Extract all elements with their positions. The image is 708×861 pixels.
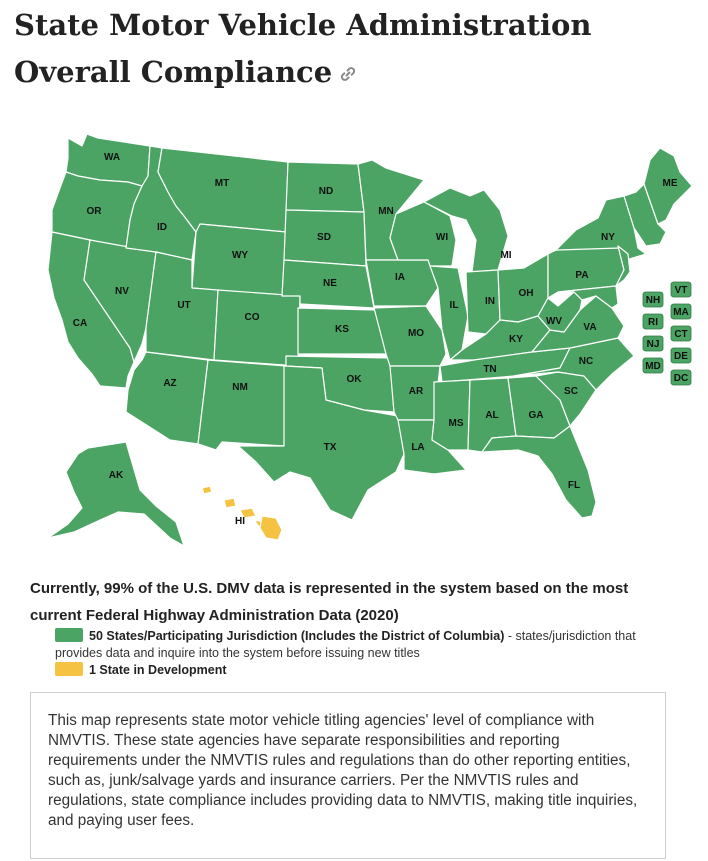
state-label-sc: SC xyxy=(564,386,578,397)
state-label-wy: WY xyxy=(231,250,249,261)
state-label-ky: KY xyxy=(509,334,523,345)
small-state-box-md[interactable] xyxy=(643,358,663,373)
state-label-in: IN xyxy=(485,296,495,307)
state-label-ut: UT xyxy=(177,300,191,311)
state-label-il: IL xyxy=(449,300,459,311)
state-label-oh: OH xyxy=(518,288,534,299)
small-state-box-ct[interactable] xyxy=(671,326,691,341)
state-label-me: ME xyxy=(662,178,678,189)
small-state-box-dc[interactable] xyxy=(671,370,691,385)
state-ak[interactable] xyxy=(48,442,184,546)
legend-development xyxy=(55,662,675,679)
small-state-label-de: DE xyxy=(674,351,688,362)
small-state-boxes xyxy=(643,282,691,385)
state-label-nd: ND xyxy=(318,186,334,197)
small-state-label-ct: CT xyxy=(674,329,688,340)
state-label-ne: NE xyxy=(323,278,337,289)
state-label-tn: TN xyxy=(483,364,497,375)
state-label-ga: GA xyxy=(528,410,544,421)
explanation-text: This map represents state motor vehicle titling agencies' level of compliance with NMVTIS. These state agencies have separate responsibilities and reporting requirements under the NMVTIS rules and regulations than do other reporting entities, such as, junk/salvage yards and insurance carriers. Per the NMVTIS rules and regulations, state compliance includes providing data to NMVTIS, making title inquiries, and paying user fees. xyxy=(48,712,638,829)
small-state-box-ri[interactable] xyxy=(643,314,663,329)
state-label-pa: PA xyxy=(575,270,589,281)
small-state-label-ri: RI xyxy=(648,317,658,328)
page-title xyxy=(14,2,704,98)
state-label-nv: NV xyxy=(115,286,129,297)
state-label-fl: FL xyxy=(567,480,581,491)
state-label-ok: OK xyxy=(346,374,362,385)
state-label-wa: WA xyxy=(103,152,121,163)
states-group xyxy=(48,134,692,546)
state-label-ak: AK xyxy=(108,470,124,481)
state-label-ny: NY xyxy=(601,232,615,243)
small-state-box-nh[interactable] xyxy=(643,292,663,307)
small-state-label-ma: MA xyxy=(673,307,689,318)
state-label-id: ID xyxy=(157,222,167,233)
legend-participating-desc: - states/jurisdiction that provides data and inquire into the system before issuing new titles xyxy=(55,629,636,660)
us-compliance-map xyxy=(30,120,700,550)
legend-swatch-development xyxy=(55,662,83,676)
state-label-tx: TX xyxy=(323,442,337,453)
state-label-ca: CA xyxy=(72,318,88,329)
small-state-label-dc: DC xyxy=(673,373,689,384)
state-az[interactable] xyxy=(126,352,208,444)
state-hi[interactable] xyxy=(202,486,282,540)
link-icon[interactable] xyxy=(338,51,358,98)
state-label-wv: WV xyxy=(545,316,563,327)
state-ms[interactable] xyxy=(432,380,470,450)
state-label-ia: IA xyxy=(395,272,405,283)
state-label-va: VA xyxy=(583,322,597,333)
small-state-label-md: MD xyxy=(645,361,661,372)
state-label-nc: NC xyxy=(578,356,594,367)
state-label-mn: MN xyxy=(378,206,394,217)
page-title-text: State Motor Vehicle Administration Overall Compliance xyxy=(14,8,592,89)
small-state-label-nj: NJ xyxy=(646,339,660,350)
state-nm[interactable] xyxy=(198,360,286,450)
state-label-ar: AR xyxy=(408,386,424,397)
legend-participating xyxy=(55,628,675,662)
state-label-sd: SD xyxy=(317,232,331,243)
small-state-label-nh: NH xyxy=(645,295,661,306)
state-label-az: AZ xyxy=(163,378,177,389)
state-label-hi: HI xyxy=(235,516,245,527)
legend-swatch-participating xyxy=(55,628,83,642)
small-state-box-de[interactable] xyxy=(671,348,691,363)
small-state-box-vt[interactable] xyxy=(671,282,691,297)
state-label-mi: MI xyxy=(500,250,512,261)
state-label-ks: KS xyxy=(335,324,349,335)
state-fl[interactable] xyxy=(482,426,596,518)
state-label-al: AL xyxy=(485,410,499,421)
small-state-label-vt: VT xyxy=(674,285,688,296)
state-ia[interactable] xyxy=(366,260,438,306)
state-label-or: OR xyxy=(86,206,102,217)
legend-participating-label: 50 States/Participating Jurisdiction (Includes the District of Columbia) xyxy=(89,629,505,643)
small-state-box-nj[interactable] xyxy=(643,336,663,351)
state-label-mt: MT xyxy=(214,178,230,189)
state-label-mo: MO xyxy=(407,328,425,339)
summary-text: Currently, 99% of the U.S. DMV data is represented in the system based on the most current Federal Highway Administration Data (2020) xyxy=(30,580,629,624)
state-co[interactable] xyxy=(214,290,300,366)
state-label-nm: NM xyxy=(232,382,248,393)
state-label-la: LA xyxy=(411,442,425,453)
explanation-box xyxy=(30,692,666,859)
legend-development-label: 1 State in Development xyxy=(89,663,227,677)
state-label-ms: MS xyxy=(448,418,464,429)
map-legend xyxy=(55,628,675,679)
small-state-box-ma[interactable] xyxy=(671,304,691,319)
state-label-wi: WI xyxy=(435,232,449,243)
state-label-co: CO xyxy=(244,312,260,323)
